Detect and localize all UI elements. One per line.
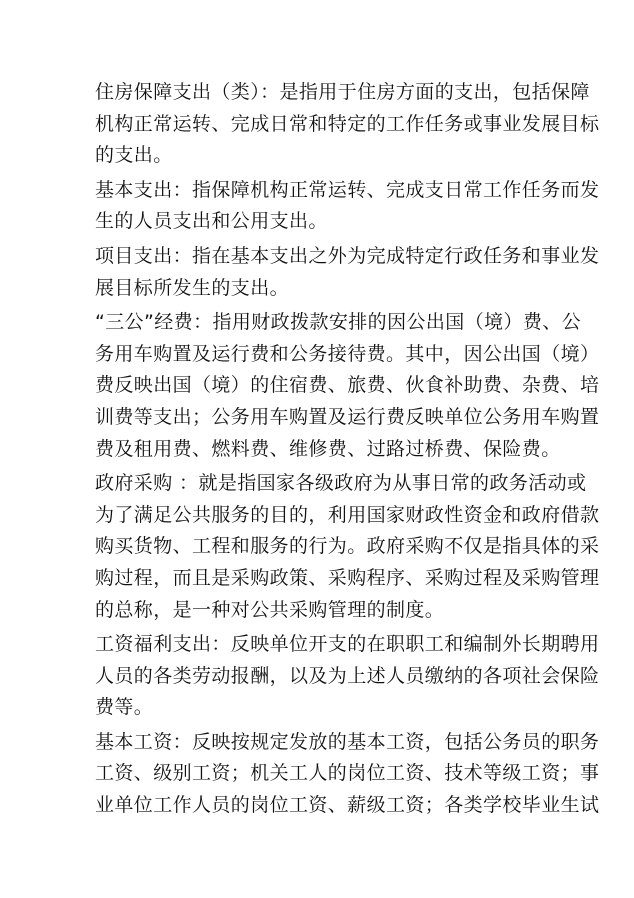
text-line: 工资、级别工资；机关工人的岗位工资、技术等级工资；事	[95, 762, 600, 785]
document-body	[95, 77, 600, 822]
paragraph-salary-welfare	[95, 629, 600, 724]
text-line: 的支出。	[95, 144, 173, 167]
text-line: 机构正常运转、完成日常和特定的工作任务或事业发展目标	[95, 112, 600, 135]
text-line: 生的人员支出和公用支出。	[95, 210, 328, 233]
text-line: “三公”经费：指用财政拨款安排的因公出国（境）费、公	[95, 311, 582, 334]
text-line: 项目支出：指在基本支出之外为完成特定行政任务和事业发	[95, 244, 600, 267]
paragraph-government-procurement	[95, 468, 600, 626]
text-line: 基本工资：反映按规定发放的基本工资，包括公务员的职务	[95, 730, 600, 753]
text-line: 费及租用费、燃料费、维修费、过路过桥费、保险费。	[95, 437, 561, 460]
text-line: 购过程，而且是采购政策、采购程序、采购过程及采购管理	[95, 566, 600, 589]
paragraph-three-public	[95, 307, 600, 465]
paragraph-basic-expenditure	[95, 175, 600, 238]
text-line: 政府采购 ：就是指国家各级政府为从事日常的政务活动或	[95, 472, 587, 495]
text-line: 人员的各类劳动报酬，以及为上述人员缴纳的各项社会保险	[95, 664, 600, 687]
paragraph-housing-expenditure	[95, 77, 600, 172]
text-line: 务用车购置及运行费和公务接待费。其中，因公出国（境）	[95, 342, 600, 365]
text-line: 基本支出：指保障机构正常运转、完成支日常工作任务而发	[95, 178, 600, 201]
text-line: 费反映出国（境）的住宿费、旅费、伙食补助费、杂费、培	[95, 374, 600, 397]
text-line: 展目标所发生的支出。	[95, 276, 290, 299]
paragraph-basic-salary	[95, 727, 600, 822]
text-line: 购买货物、工程和服务的行为。政府采购不仅是指具体的采	[95, 535, 600, 558]
text-line: 费等。	[95, 696, 154, 719]
text-line: 训费等支出；公务用车购置及运行费反映单位公务用车购置	[95, 405, 600, 428]
text-line: 的总称，是一种对公共采购管理的制度。	[95, 598, 445, 621]
paragraph-project-expenditure	[95, 241, 600, 304]
text-line: 为了满足公共服务的目的，利用国家财政性资金和政府借款	[95, 503, 600, 526]
text-line: 业单位工作人员的岗位工资、薪级工资；各类学校毕业生试	[95, 794, 600, 817]
text-line: 住房保障支出（类）：是指用于住房方面的支出，包括保障	[95, 81, 590, 103]
text-line: 工资福利支出：反映单位开支的在职职工和编制外长期聘用	[95, 633, 600, 656]
